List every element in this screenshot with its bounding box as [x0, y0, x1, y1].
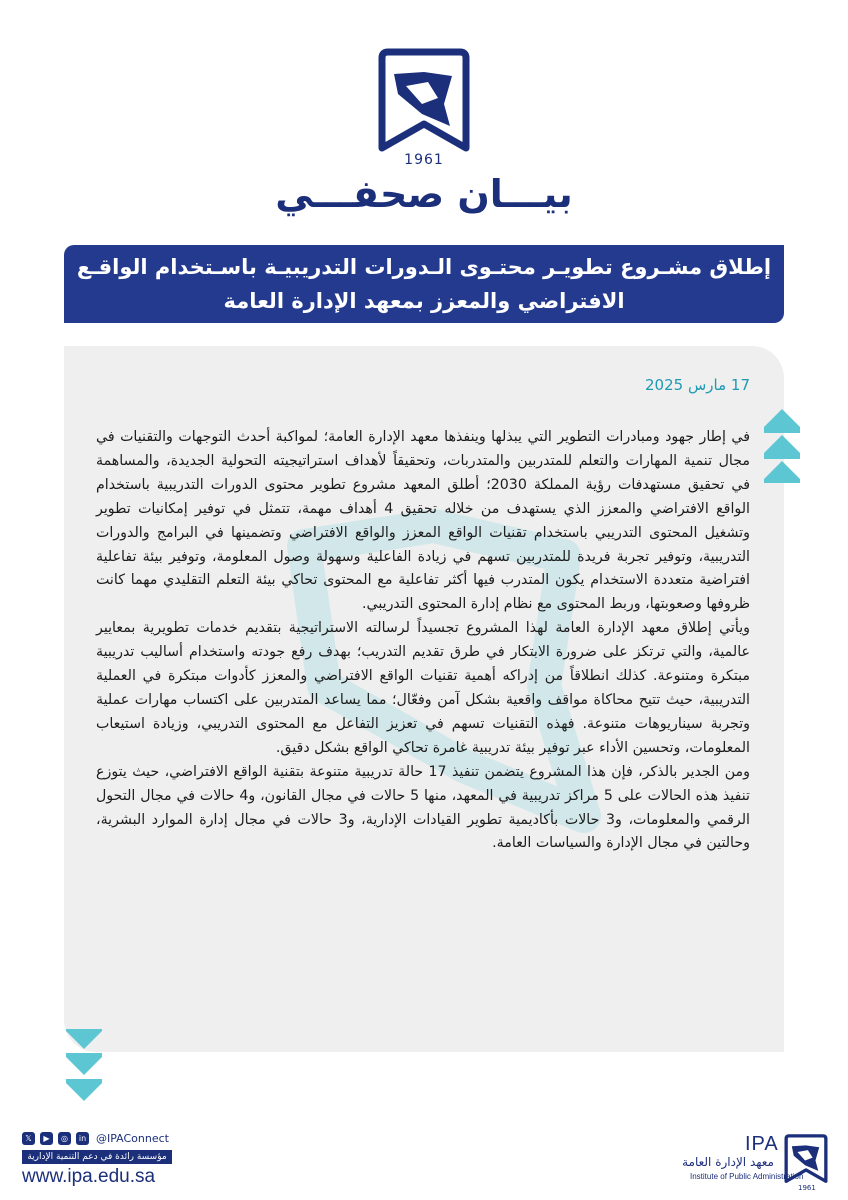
instagram-icon[interactable]: ◎: [58, 1132, 71, 1145]
linkedin-icon[interactable]: in: [76, 1132, 89, 1145]
paragraph: في إطار جهود ومبادرات التطوير التي يبذلها وينفذها معهد الإدارة العامة؛ لمواكبة أحدث التوجهات والتقنيات في مجال تنمية المهارات والتعلم للمتدربين والمتدربات، وتحقيقاً لأهداف استراتيجيته التحولية الجديدة، والمساهمة في تحقيق مستهدفات رؤية المملكة 2030؛ أطلق المعهد مشروع تطوير محتوى الدورات التدريبية باستخدام الواقع الافتراضي والمعزز الذي يستهدف من خلاله تحقيق 4 أهداف مهمة، تتمثل في توفير إمكانيات تطوير وتشغيل المحتوى التدريبي باستخدام تقنيات الواقع المعزز والواقع الافتراضي وتضمينها في البرامج والدورات التدريبية، وتوفير تجربة فريدة للمتدربين تسهم في زيادة الفاعلية وسهولة وصول المعلومة، وتوفير بيئة تفاعلية افتراضية متعددة الاستخدام يكون المتدرب فيها أكثر تفاعلية مع المحتوى تحاكي بيئة التعلم التقليدي مهما كانت ظروفها وصعوبتها، وربط المحتوى مع نظام إدارة المحتوى التدريبي.: [96, 429, 750, 613]
title-line-1: إطلاق مشـروع تطويـر محتـوى الـدورات التدريبيـة باسـتخدام الواقـع: [76, 255, 772, 279]
release-date: 17 مارس 2025: [645, 376, 750, 394]
org-abbr: IPA: [745, 1133, 779, 1155]
org-name-en: Institute of Public Administration: [690, 1172, 804, 1181]
social-handle[interactable]: @IPAConnect: [96, 1132, 169, 1145]
footer-year: 1961: [798, 1184, 816, 1192]
press-release-label: بيـــان صحفـــي: [275, 172, 573, 216]
paragraph: ومن الجدير بالذكر، فإن هذا المشروع يتضمن تنفيذ 17 حالة تدريبية متنوعة بتقنية الواقع الافتراضي، حيث يتوزع تنفيذ هذه الحالات على 5 مراكز تدريبية في المعهد، منها 5 حالات في مجال القانون، و4 حالات في مجال التحول الرقمي والمعلومات، و3 حالات بأكاديمية تطوير القيادات الإدارية، و3 حالات في مجال إدارة الموارد البشرية، وحالتين في مجال الإدارة والسياسات العامة.: [96, 763, 750, 852]
org-name-ar: معهد الإدارة العامة: [682, 1155, 774, 1169]
website-link[interactable]: www.ipa.edu.sa: [22, 1166, 156, 1187]
title-banner: [64, 245, 784, 323]
x-icon[interactable]: 𝕏: [22, 1132, 35, 1145]
title-line-2: الافتراضي والمعزز بمعهد الإدارة العامة: [223, 289, 625, 313]
social-links: [22, 1132, 169, 1145]
ipa-logo-icon: [378, 48, 470, 158]
body-text: [96, 426, 750, 856]
footer-logo-icon: [784, 1134, 828, 1186]
chevron-down-decoration-icon: [62, 1025, 106, 1103]
content-card: [64, 346, 784, 1052]
logo-year: 1961: [404, 152, 444, 168]
tagline: مؤسسة رائدة في دعم التنمية الإدارية: [22, 1150, 172, 1164]
youtube-icon[interactable]: ▶: [40, 1132, 53, 1145]
chevron-up-decoration-icon: [760, 405, 804, 483]
paragraph: ويأتي إطلاق معهد الإدارة العامة لهذا المشروع تجسيداً لرسالته الاستراتيجية بتقديم خدمات تطويرية بمعايير عالمية، والتي ترتكز على ضرورة الابتكار في طرق تقديم التدريب؛ بهدف رفع جودته واستخدام أساليب تدريبية مبتكرة ومتنوعة. كذلك انطلاقاً من إدراكه أهمية تقنيات الواقع الافتراضي والمعزز كأدوات مبتكرة في العملية التدريبية، حيث تتيح محاكاة مواقف واقعية بشكل آمن وفعّال؛ مما يساعد المتدربين على اكتساب مهارات عملية وتجربة سيناريوهات متنوعة. فهذه التقنيات تسهم في تعزيز التفاعل مع المحتوى التدريبي، وزيادة استيعاب المعلومات، وتحسين الأداء عبر توفير بيئة تدريبية غامرة تحاكي الواقع بشكل دقيق.: [96, 620, 750, 756]
